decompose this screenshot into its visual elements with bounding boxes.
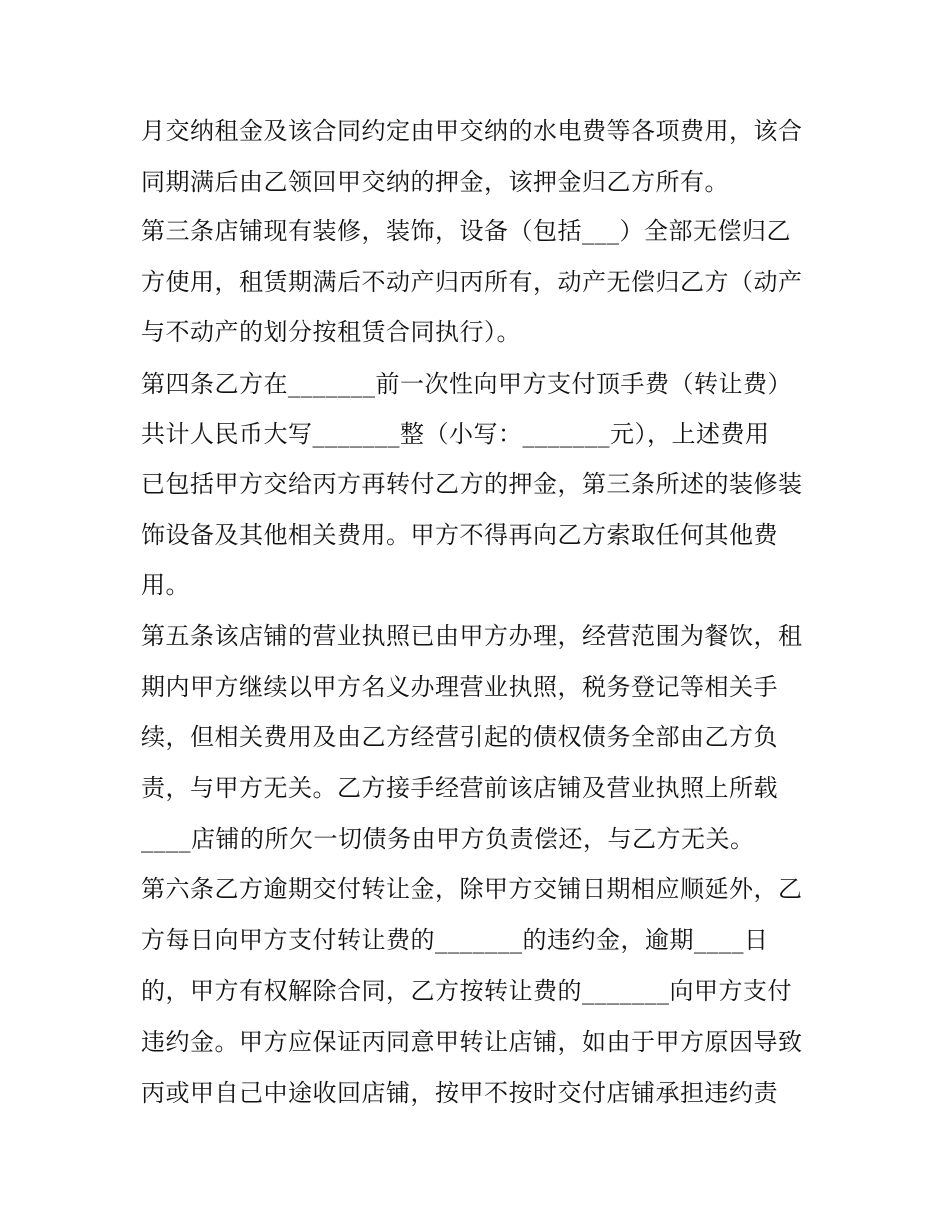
text-line: 共计人民币大写_______整（小写：_______元），上述费用 (141, 420, 770, 448)
text-line: 违约金。甲方应保证丙同意甲转让店铺，如由于甲方原因导致 (141, 1028, 803, 1056)
text-line: 月交纳租金及该合同约定由甲交纳的水电费等各项费用，该合 (141, 117, 803, 145)
text-line: 用。 (141, 571, 190, 599)
text-line: 方使用，租赁期满后不动产归丙所有，动产无偿归乙方（动产 (141, 268, 803, 296)
text-line: 期内甲方继续以甲方名义办理营业执照，税务登记等相关手 (141, 673, 778, 701)
text-line: 第四条乙方在_______前一次性向甲方支付顶手费（转让费） (141, 370, 792, 398)
text-line: 已包括甲方交给丙方再转付乙方的押金，第三条所述的装修装 (141, 470, 803, 498)
text-line: 方每日向甲方支付转让费的_______的违约金，逾期____日 (141, 926, 769, 954)
text-line: ____店铺的所欠一切债务由甲方负责偿还，与乙方无关。 (141, 825, 755, 853)
text-line: 饰设备及其他相关费用。甲方不得再向乙方索取任何其他费 (141, 521, 778, 549)
text-line: 第六条乙方逾期交付转让金，除甲方交铺日期相应顺延外，乙 (141, 875, 803, 903)
text-line: 与不动产的划分按租赁合同执行）。 (141, 318, 521, 346)
text-line: 同期满后由乙领回甲交纳的押金，该押金归乙方所有。 (141, 168, 729, 196)
text-line: 责，与甲方无关。乙方接手经营前该店铺及营业执照上所载 (141, 774, 778, 802)
text-line: 丙或甲自己中途收回店铺，按甲不按时交付店铺承担违约责 (141, 1079, 778, 1107)
text-line: 的，甲方有权解除合同，乙方按转让费的_______向甲方支付 (141, 977, 792, 1005)
text-line: 第五条该店铺的营业执照已由甲方办理，经营范围为餐饮，租 (141, 622, 803, 650)
text-line: 第三条店铺现有装修，装饰，设备（包括___）全部无偿归乙 (141, 217, 791, 245)
text-line: 续，但相关费用及由乙方经营引起的债权债务全部由乙方负 (141, 723, 778, 751)
